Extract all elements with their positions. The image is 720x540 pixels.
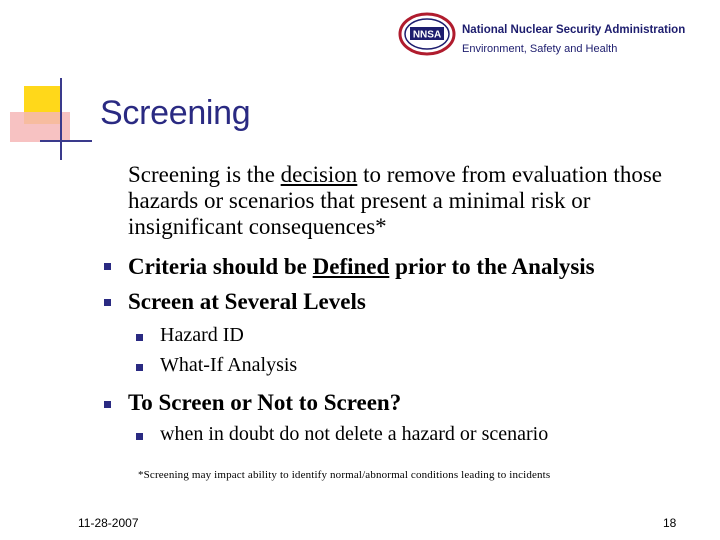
intro-paragraph <box>128 162 688 240</box>
intro-text-before: Screening is the <box>128 162 281 187</box>
sub-bullet-when-in-doubt: when in doubt do not delete a hazard or scenario <box>160 423 549 445</box>
nnsa-logo-text: NNSA <box>412 29 442 41</box>
intro-text-after: to remove from evaluation those hazards or scenarios that present a minimal risk or insignificant consequences* <box>128 162 662 239</box>
bullet-marker <box>104 401 111 408</box>
decor-vertical-line <box>60 78 62 160</box>
agency-subtitle: Environment, Safety and Health <box>462 43 618 55</box>
bullet-screen-levels: Screen at Several Levels <box>128 289 366 314</box>
bullet-marker <box>104 263 111 270</box>
bullet-to-screen: To Screen or Not to Screen? <box>128 390 402 415</box>
nnsa-logo <box>398 12 456 56</box>
agency-name: National Nuclear Security Administration <box>462 24 686 36</box>
sub-bullet-marker <box>136 364 143 371</box>
sub-bullet-hazard-id: Hazard ID <box>160 324 244 346</box>
footer-date: 11-28-2007 <box>78 516 139 530</box>
footnote: *Screening may impact ability to identify normal/abnormal conditions leading to incidents <box>138 469 551 481</box>
intro-underlined: decision <box>280 162 358 187</box>
page-number: 18 <box>663 516 677 530</box>
sub-bullet-marker <box>136 433 143 440</box>
bullet-criteria <box>128 254 595 280</box>
bullet-criteria-after: prior to the Analysis <box>389 254 595 279</box>
slide-title: Screening <box>100 94 251 132</box>
decor-horizontal-line <box>40 140 92 142</box>
sub-bullet-marker <box>136 334 143 341</box>
bullet-criteria-before: Criteria should be <box>128 254 313 279</box>
bullet-marker <box>104 299 111 306</box>
sub-bullet-what-if: What-If Analysis <box>160 354 298 376</box>
bullet-criteria-underlined: Defined <box>312 254 390 279</box>
